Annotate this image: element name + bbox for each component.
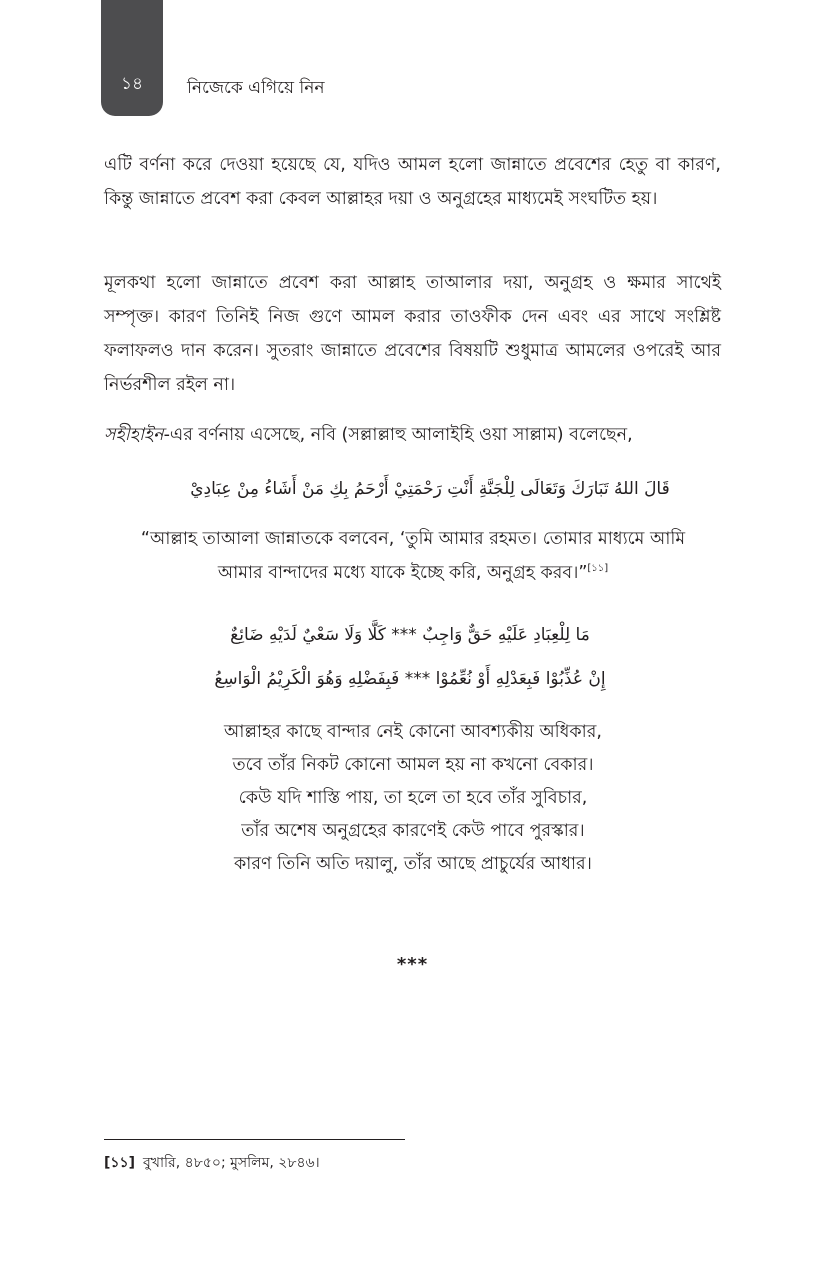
section-separator: ***	[396, 954, 429, 975]
arabic-verse-line-2: إِنْ عُذِّبُوْا فَبِعَدْلِهِ أَوْ نُعِّمُوْا *** فَبِفَضْلِهِ وَهُوَ الْكَرِيْمُ الْوَاسِعُ	[214, 669, 606, 689]
footnote-text: বুখারি, ৪৮৫০; মুসলিম, ২৮৪৬।	[142, 1155, 320, 1171]
footnote	[104, 1152, 320, 1174]
footnote-divider	[104, 1139, 405, 1140]
running-header-title: নিজেকে এগিয়ে নিন	[187, 78, 325, 98]
footnote-reference[interactable]: [১১]	[587, 563, 609, 575]
arabic-hadith-text: قَالَ اللهُ تَبَارَكَ وَتَعَالَى لِلْجَنَّةِ أَنْتِ رَحْمَتِيْ أَرْحَمُ بِكِ مَنْ أَشَاءُ مِنْ عِبَادِيْ	[190, 479, 670, 499]
body-paragraph-2: মূলকথা হলো জান্নাতে প্রবেশ করা আল্লাহ তাআলার দয়া, অনুগ্রহ ও ক্ষমার সাথেই সম্পৃক্ত। কারণ তিনিই নিজ গুণে আমল করার তাওফীক দেন এবং এর সাথে সংশ্লিষ্ট ফলাফলও দান করেন। সুতরাং জান্নাতে প্রবেশের বিষয়টি শুধুমাত্র আমলের ওপরেই আর নির্ভরশীল রইল না।	[104, 273, 721, 395]
footnote-marker: [১১]	[104, 1155, 135, 1171]
hadith-source-name: সহীহাইন	[104, 425, 164, 445]
hadith-intro-text: -এর বর্ণনায় এসেছে, নবি (সল্লাল্লাহু আলাইহি ওয়া সাল্লাম) বলেছেন,	[163, 425, 633, 445]
arabic-verse-line-1: مَا لِلْعِبَادِ عَلَيْهِ حَقٌّ وَاجِبٌ *** كَلَّا وَلَا سَعْيٌ لَدَيْهِ ضَائِعٌ	[230, 625, 590, 645]
poem-line: তবে তাঁর নিকট কোনো আমল হয় না কখনো বেকার।	[232, 755, 594, 775]
hadith-translation-text: “আল্লাহ তাআলা জান্নাতকে বলবেন, ‘তুমি আমার রহমত। তোমার মাধ্যমে আমি আমার বান্দাদের মধ্যে যাকে ইচ্ছে করি, অনুগ্রহ করব।”	[140, 529, 686, 583]
poem-translation	[140, 716, 686, 881]
hadith-intro	[104, 418, 721, 452]
page-number: ১৪	[120, 74, 144, 94]
hadith-translation	[140, 522, 686, 590]
poem-line: কেউ যদি শাস্তি পায়, তা হলে তা হবে তাঁর সুবিচার,	[238, 788, 588, 808]
poem-line: তাঁর অশেষ অনুগ্রহের কারণেই কেউ পাবে পুরস্কার।	[241, 821, 585, 841]
body-paragraph-1: এটি বর্ণনা করে দেওয়া হয়েছে যে, যদিও আমল হলো জান্নাতে প্রবেশের হেতু বা কারণ, কিন্তু জান্নাতে প্রবেশ করা কেবল আল্লাহর দয়া ও অনুগ্রহের মাধ্যমেই সংঘটিত হয়।	[104, 155, 721, 209]
poem-line: কারণ তিনি অতি দয়ালু, তাঁর আছে প্রাচুর্যের আধার।	[234, 854, 592, 874]
page-number-tab	[101, 0, 163, 116]
poem-line: আল্লাহর কাছে বান্দার নেই কোনো আবশ্যকীয় অধিকার,	[224, 722, 602, 742]
